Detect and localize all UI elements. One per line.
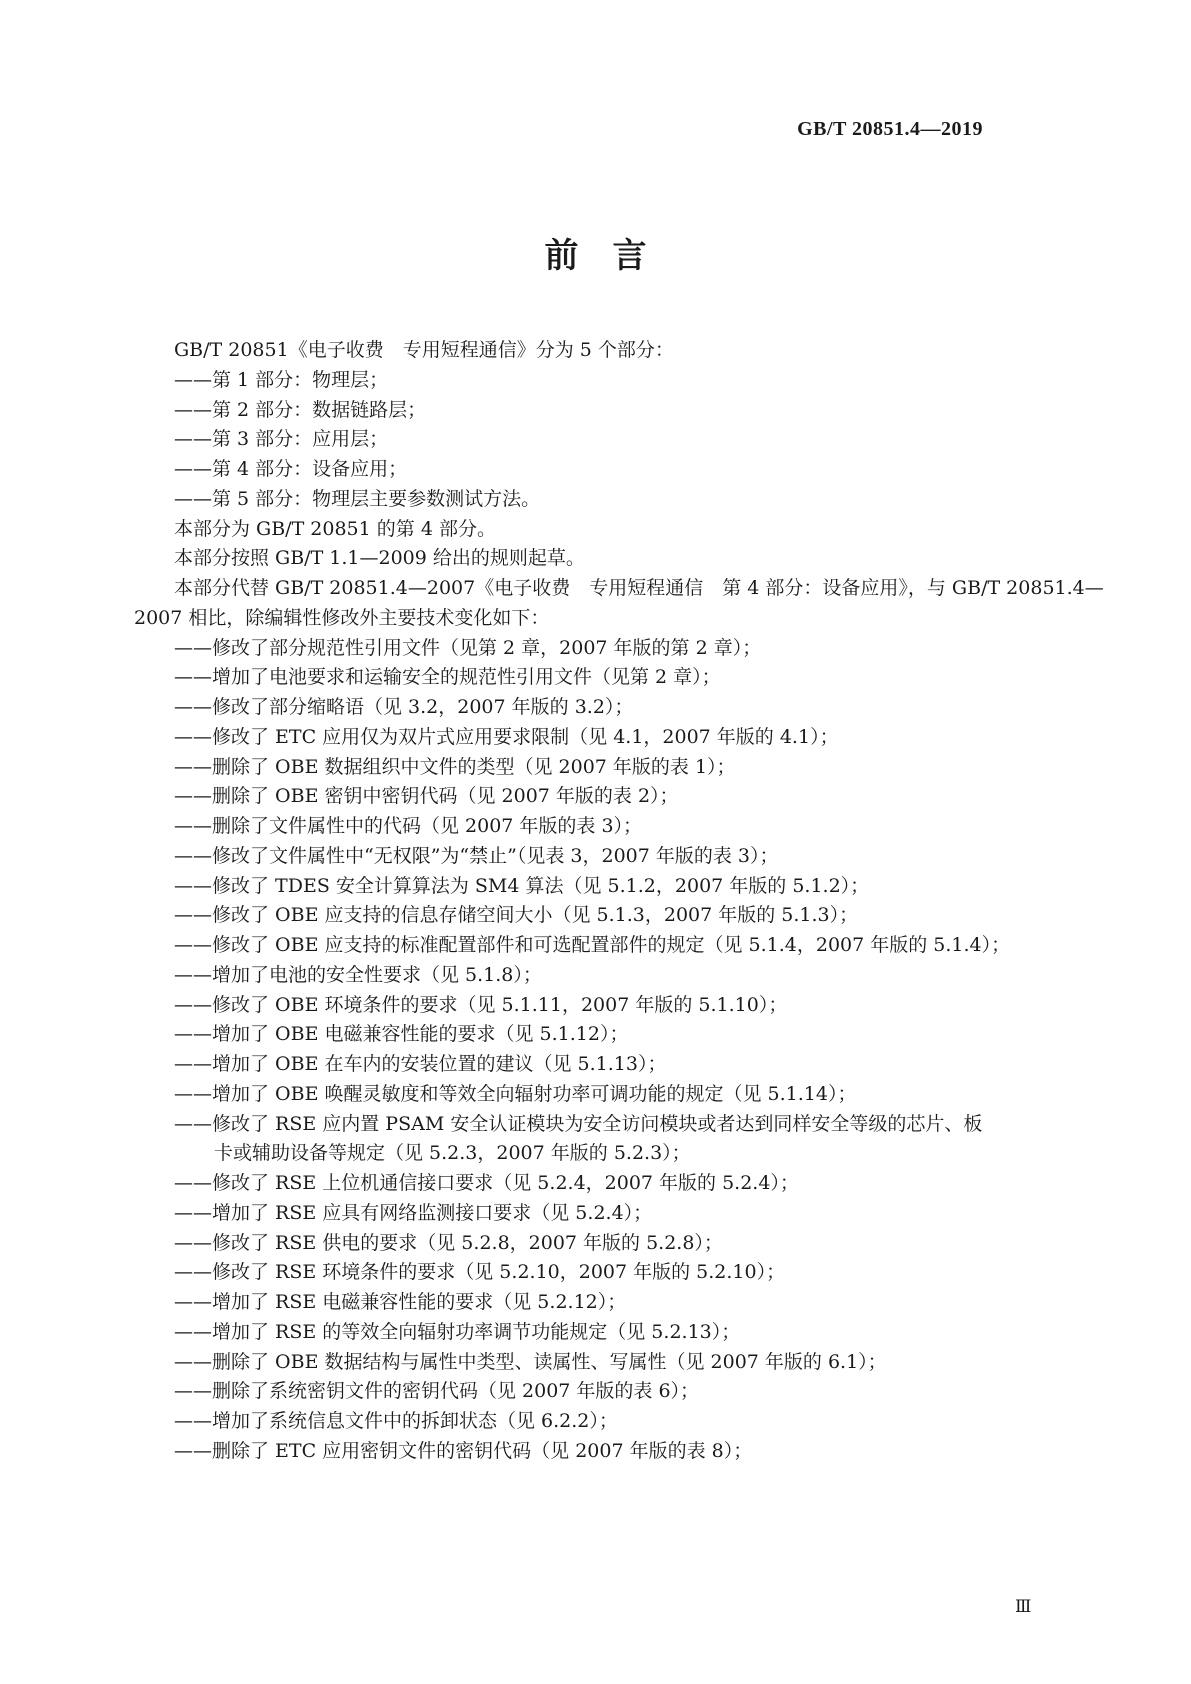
list-item: ——增加了系统信息文件中的拆卸状态（见 6.2.2）；	[174, 1410, 618, 1432]
list-item: ——第 1 部分：物理层；	[174, 368, 389, 391]
list-item: ——修改了部分缩略语（见 3.2，2007 年版的 3.2）；	[174, 696, 634, 718]
list-item: ——增加了电池的安全性要求（见 5.1.8）；	[174, 963, 542, 986]
list-item: ——增加了 RSE 应具有网络监测接口要求（见 5.2.4）；	[174, 1201, 653, 1224]
page-number: Ⅲ	[1015, 1597, 1032, 1617]
list-item: ——增加了 OBE 电磁兼容性能的要求（见 5.1.12）；	[174, 1023, 629, 1046]
list-item: ——修改了部分规范性引用文件（见第 2 章，2007 年版的第 2 章）；	[174, 636, 762, 659]
list-item: ——删除了 OBE 密钥中密钥代码（见 2007 年版的表 2）；	[174, 785, 679, 808]
list-item: ——修改了 RSE 供电的要求（见 5.2.8，2007 年版的 5.2.8）；	[174, 1231, 723, 1254]
list-item: ——增加了 RSE 的等效全向辐射功率调节功能规定（见 5.2.13）；	[174, 1320, 741, 1343]
list-item: ——增加了 RSE 电磁兼容性能的要求（见 5.2.12）；	[174, 1291, 627, 1313]
list-item: ——修改了 OBE 环境条件的要求（见 5.1.11，2007 年版的 5.1.10）；	[174, 993, 788, 1016]
list-item: ——删除了 OBE 数据组织中文件的类型（见 2007 年版的表 1）；	[174, 755, 736, 778]
paragraph-line: GB/T 20851《电子收费 专用短程通信》分为 5 个部分：	[174, 339, 674, 361]
list-item-continuation: 卡或辅助设备等规定（见 5.2.3，2007 年版的 5.2.3）；	[214, 1142, 691, 1165]
list-item: ——修改了 RSE 环境条件的要求（见 5.2.10，2007 年版的 5.2.10）；	[174, 1261, 786, 1284]
list-item: ——修改了 OBE 应支持的标准配置部件和可选配置部件的规定（见 5.1.4，2007 年版的 5.1.4）；	[174, 934, 1011, 956]
paragraph-line: 本部分代替 GB/T 20851.4—2007《电子收费 专用短程通信 第 4 部分：设备应用》，与 GB/T 20851.4—	[174, 577, 1104, 599]
paragraph-line: 2007 相比，除编辑性修改外主要技术变化如下：	[134, 606, 550, 629]
list-item: ——修改了 RSE 上位机通信接口要求（见 5.2.4，2007 年版的 5.2.4）；	[174, 1172, 799, 1194]
list-item: ——增加了电池要求和运输安全的规范性引用文件（见第 2 章）；	[174, 666, 721, 689]
list-item: ——删除了 ETC 应用密钥文件的密钥代码（见 2007 年版的表 8）；	[174, 1439, 753, 1462]
list-item: ——修改了 OBE 应支持的信息存储空间大小（见 5.1.3，2007 年版的 5.1.3）；	[174, 904, 859, 927]
list-item: ——修改了文件属性中“无权限”为“禁止”（见表 3，2007 年版的表 3）；	[174, 844, 779, 867]
paragraph-line: 本部分为 GB/T 20851 的第 4 部分。	[174, 517, 496, 540]
list-item: ——第 4 部分：设备应用；	[174, 458, 408, 480]
list-item: ——删除了 OBE 数据结构与属性中类型、读属性、写属性（见 2007 年版的 6.1）；	[174, 1350, 887, 1373]
list-item: ——修改了 ETC 应用仅为双片式应用要求限制（见 4.1，2007 年版的 4.1）；	[174, 725, 839, 748]
list-item: ——第 3 部分：应用层；	[174, 428, 389, 451]
list-item: ——删除了系统密钥文件的密钥代码（见 2007 年版的表 6）；	[174, 1380, 700, 1403]
standard-number: GB/T 20851.4—2019	[797, 118, 983, 140]
list-item: ——修改了 RSE 应内置 PSAM 安全认证模块为安全访问模块或者达到同样安全等级的芯片、板	[174, 1112, 983, 1135]
foreword-body	[134, 336, 1104, 1467]
list-item: ——第 2 部分：数据链路层；	[174, 398, 427, 421]
paragraph-line: 本部分按照 GB/T 1.1—2009 给出的规则起草。	[174, 547, 585, 570]
list-item: ——增加了 OBE 唤醒灵敏度和等效全向辐射功率可调功能的规定（见 5.1.14）；	[174, 1082, 857, 1105]
list-item: ——第 5 部分：物理层主要参数测试方法。	[174, 487, 541, 510]
page-title: 前 言	[544, 236, 647, 276]
list-item: ——增加了 OBE 在车内的安装位置的建议（见 5.1.13）；	[174, 1053, 667, 1075]
list-item: ——删除了文件属性中的代码（见 2007 年版的表 3）；	[174, 815, 643, 837]
list-item: ——修改了 TDES 安全计算算法为 SM4 算法（见 5.1.2，2007 年版的 5.1.2）；	[174, 874, 870, 897]
